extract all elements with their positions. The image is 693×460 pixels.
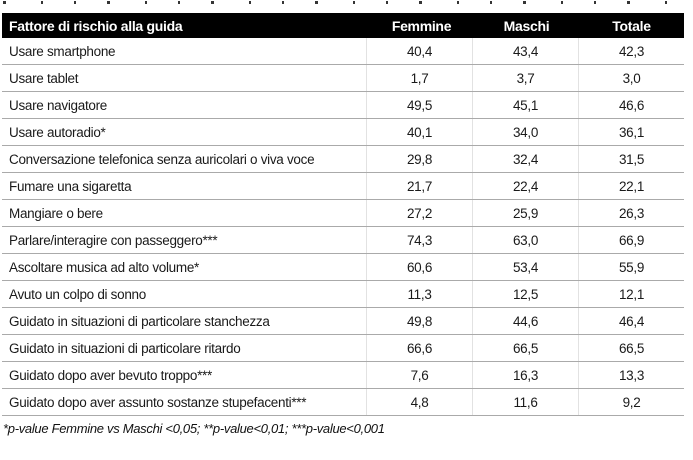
table-row <box>2 65 684 92</box>
header-maschi: Maschi <box>503 17 550 34</box>
maschi-cell: 43,4 <box>472 38 578 64</box>
femmine-cell: 7,6 <box>366 362 472 388</box>
factor-cell: Guidato in situazioni di particolare ritardo <box>9 340 241 356</box>
femmine-cell: 29,8 <box>366 146 472 172</box>
totale-cell: 3,0 <box>578 65 684 91</box>
maschi-cell: 12,5 <box>472 281 578 307</box>
factor-cell: Mangiare o bere <box>9 205 103 221</box>
femmine-cell: 1,7 <box>366 65 472 91</box>
factor-cell: Guidato dopo aver bevuto troppo*** <box>9 367 212 383</box>
totale-cell: 36,1 <box>578 119 684 145</box>
table-row <box>2 335 684 362</box>
femmine-cell: 49,8 <box>366 308 472 334</box>
totale-cell: 66,9 <box>578 227 684 253</box>
table-row <box>2 173 684 200</box>
femmine-cell: 40,1 <box>366 119 472 145</box>
header-factor: Fattore di rischio alla guida <box>9 17 183 34</box>
factor-cell: Usare tablet <box>9 70 79 86</box>
femmine-cell: 27,2 <box>366 200 472 226</box>
table-row <box>2 254 684 281</box>
femmine-cell: 11,3 <box>366 281 472 307</box>
femmine-cell: 21,7 <box>366 173 472 199</box>
table-row <box>2 200 684 227</box>
header-totale: Totale <box>612 17 651 34</box>
totale-cell: 31,5 <box>578 146 684 172</box>
clipped-title-glyph-bottoms <box>3 1 683 4</box>
table-row <box>2 146 684 173</box>
totale-cell: 66,5 <box>578 335 684 361</box>
totale-cell: 46,6 <box>578 92 684 118</box>
table-row <box>2 389 684 416</box>
maschi-cell: 22,4 <box>472 173 578 199</box>
totale-cell: 12,1 <box>578 281 684 307</box>
femmine-cell: 40,4 <box>366 38 472 64</box>
totale-cell: 9,2 <box>578 389 684 415</box>
factor-cell: Parlare/interagire con passeggero*** <box>9 232 218 248</box>
femmine-cell: 49,5 <box>366 92 472 118</box>
factor-cell: Guidato dopo aver assunto sostanze stupefacenti*** <box>9 394 307 410</box>
totale-cell: 46,4 <box>578 308 684 334</box>
femmine-cell: 60,6 <box>366 254 472 280</box>
maschi-cell: 32,4 <box>472 146 578 172</box>
totale-cell: 55,9 <box>578 254 684 280</box>
maschi-cell: 66,5 <box>472 335 578 361</box>
table-header-row <box>2 13 684 38</box>
factor-cell: Usare autoradio* <box>9 124 106 140</box>
totale-cell: 26,3 <box>578 200 684 226</box>
factor-cell: Conversazione telefonica senza auricolari o viva voce <box>9 151 315 167</box>
table-body <box>2 38 684 416</box>
factor-cell: Usare navigatore <box>9 97 108 113</box>
table-row <box>2 227 684 254</box>
table-row <box>2 119 684 146</box>
factor-cell: Guidato in situazioni di particolare stanchezza <box>9 313 270 329</box>
table-row <box>2 308 684 335</box>
maschi-cell: 44,6 <box>472 308 578 334</box>
factor-cell: Usare smartphone <box>9 43 116 59</box>
table-row <box>2 362 684 389</box>
femmine-cell: 4,8 <box>366 389 472 415</box>
totale-cell: 13,3 <box>578 362 684 388</box>
maschi-cell: 63,0 <box>472 227 578 253</box>
maschi-cell: 45,1 <box>472 92 578 118</box>
table-row <box>2 281 684 308</box>
femmine-cell: 66,6 <box>366 335 472 361</box>
maschi-cell: 3,7 <box>472 65 578 91</box>
maschi-cell: 34,0 <box>472 119 578 145</box>
totale-cell: 42,3 <box>578 38 684 64</box>
table-row <box>2 38 684 65</box>
maschi-cell: 53,4 <box>472 254 578 280</box>
factor-cell: Fumare una sigaretta <box>9 178 132 194</box>
factor-cell: Ascoltare musica ad alto volume* <box>9 259 199 275</box>
factor-cell: Avuto un colpo di sonno <box>9 286 146 302</box>
table-row <box>2 92 684 119</box>
femmine-cell: 74,3 <box>366 227 472 253</box>
p-value-footnote: *p-value Femmine vs Maschi <0,05; **p-value<0,01; ***p-value<0,001 <box>3 421 385 436</box>
clipped-title-fragment <box>3 0 683 6</box>
maschi-cell: 25,9 <box>472 200 578 226</box>
maschi-cell: 16,3 <box>472 362 578 388</box>
risk-factors-table <box>2 13 684 416</box>
maschi-cell: 11,6 <box>472 389 578 415</box>
totale-cell: 22,1 <box>578 173 684 199</box>
header-femmine: Femmine <box>391 17 452 34</box>
